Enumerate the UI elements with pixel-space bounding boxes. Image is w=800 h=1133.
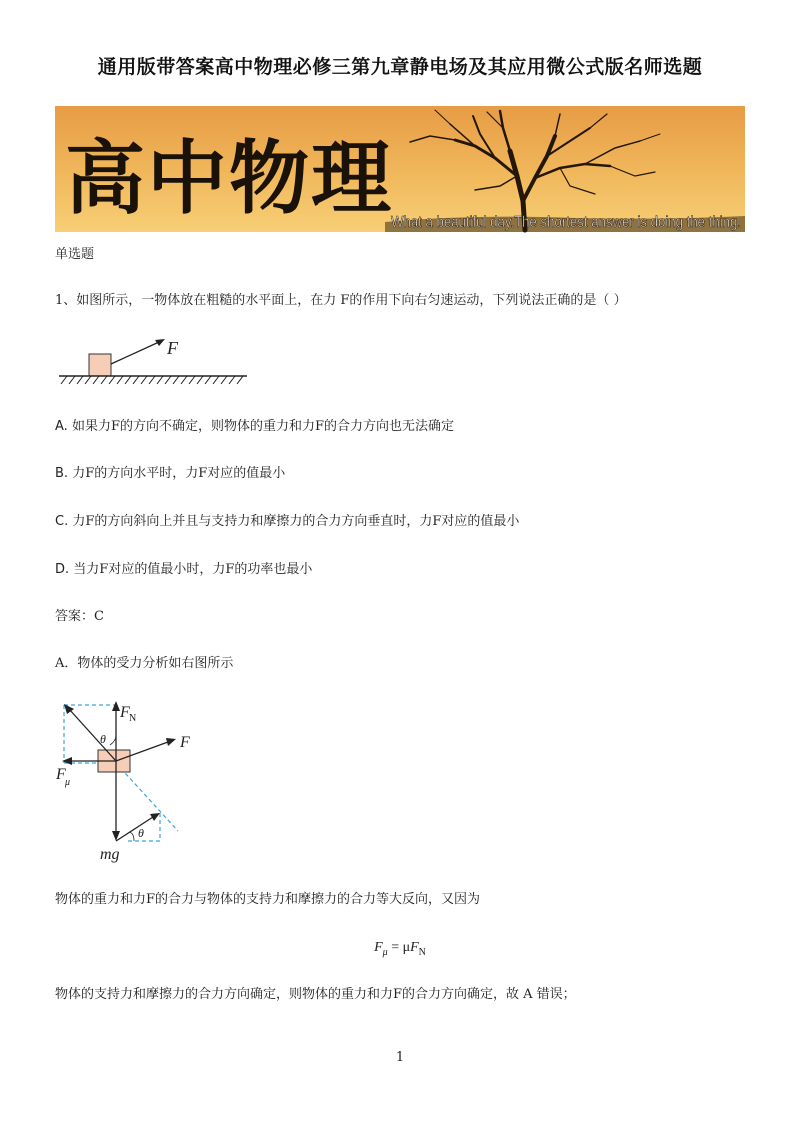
label-theta-top: θ bbox=[100, 732, 106, 746]
explanation-sentence-2: 物体的支持力和摩擦力的合力方向确定，则物体的重力和力F的合力方向确定，故 A 错误； bbox=[55, 987, 576, 1002]
banner-heading: 高中物理 bbox=[65, 131, 393, 225]
option-b[interactable] bbox=[55, 465, 755, 483]
question-stem bbox=[55, 292, 755, 310]
option-c[interactable] bbox=[55, 513, 755, 531]
label-fmu-sub: μ bbox=[65, 777, 71, 788]
label-f: F bbox=[180, 734, 190, 751]
option-b-key: B. bbox=[55, 466, 69, 481]
option-c-key: C. bbox=[55, 514, 69, 529]
question-number: 1、 bbox=[55, 293, 77, 308]
option-b-text: 力F的方向水平时，力F对应的值最小 bbox=[72, 466, 286, 481]
friction-formula bbox=[0, 940, 800, 958]
explanation-sentence-1: 物体的重力和力F的合力与物体的支持力和摩擦力的合力等大反向，又因为 bbox=[55, 892, 481, 907]
figure-2-graphic bbox=[50, 695, 200, 865]
label-mg: mg bbox=[100, 846, 120, 863]
document-title: 通用版带答案高中物理必修三第九章静电场及其应用微公式版名师选题 bbox=[97, 56, 703, 78]
banner-slogan: What a beautiful day.The shortest answer is doing the thing. bbox=[391, 214, 741, 231]
label-theta-bottom: θ bbox=[138, 826, 144, 840]
formula-lhs-sub: μ bbox=[382, 946, 388, 958]
figure-block-on-floor bbox=[55, 334, 255, 390]
page-number: 1 bbox=[395, 1050, 405, 1065]
label-fmu: F bbox=[56, 766, 66, 783]
formula-lhs: F bbox=[374, 940, 383, 955]
figure-force-analysis bbox=[50, 695, 200, 865]
figure-1-label-F: F bbox=[167, 338, 178, 358]
option-a-text: 如果力F的方向不确定，则物体的重力和力F的合力方向也无法确定 bbox=[71, 419, 454, 434]
label-fn-sub: N bbox=[129, 713, 137, 724]
analysis-a: A．物体的受力分析如右图所示 bbox=[55, 656, 234, 671]
banner-graphic bbox=[55, 106, 745, 232]
answer-label: 答案：C bbox=[55, 609, 104, 624]
option-c-text: 力F的方向斜向上并且与支持力和摩擦力的合力方向垂直时，力F对应的值最小 bbox=[72, 514, 520, 529]
formula-rhs: F bbox=[410, 940, 419, 955]
option-a[interactable] bbox=[55, 418, 755, 436]
section-label: 单选题 bbox=[55, 247, 95, 262]
option-d-text: 当力F对应的值最小时，力F的功率也最小 bbox=[73, 562, 313, 577]
label-fn: F bbox=[120, 704, 130, 721]
formula-rhs-sub: N bbox=[418, 946, 426, 958]
banner-image bbox=[55, 106, 745, 232]
question-text: 如图所示，一物体放在粗糙的水平面上，在力 F的作用下向右匀速运动，下列说法正确的是（ ） bbox=[76, 293, 627, 308]
formula-eq: = μ bbox=[387, 940, 411, 955]
option-d[interactable] bbox=[55, 561, 755, 579]
figure-1-graphic bbox=[55, 334, 255, 390]
option-d-key: D. bbox=[55, 562, 70, 577]
option-a-key: A. bbox=[55, 419, 68, 434]
